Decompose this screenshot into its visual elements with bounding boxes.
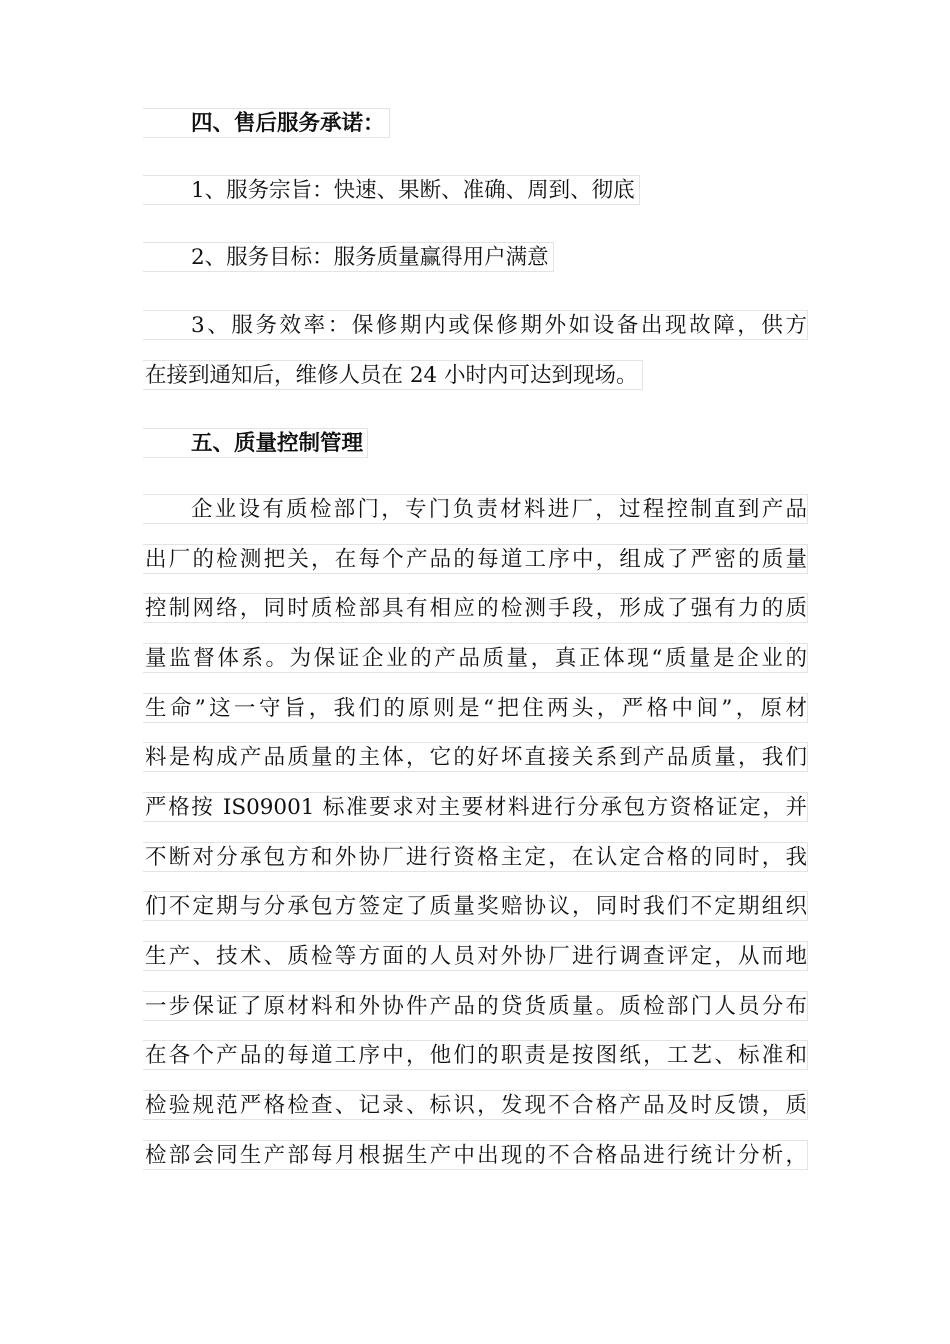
paragraph-line: 一步保证了原材料和外协件产品的贷货质量。质检部门人员分布	[143, 991, 808, 1021]
service-item-efficiency-cont: 在接到通知后，维修人员在 24 小时内可达到现场。	[143, 360, 643, 390]
paragraph-line: 控制网络，同时质检部具有相应的检测手段，形成了强有力的质	[143, 593, 808, 623]
paragraph-line: 检验规范严格检查、记录、标识，发现不合格产品及时反馈，质	[143, 1090, 808, 1120]
paragraph-line: 在各个产品的每道工序中，他们的职责是按图纸，工艺、标准和	[143, 1040, 808, 1070]
paragraph-line: 企业设有质检部门，专门负责材料进厂，过程控制直到产品	[143, 494, 808, 524]
paragraph-line: 生产、技术、质检等方面的人员对外协厂进行调查评定，从而地	[143, 941, 808, 971]
service-item-purpose: 1、服务宗旨：快速、果断、准确、周到、彻底	[143, 175, 640, 205]
paragraph-line: 生命”这一守旨，我们的原则是“把住两头，严格中间”，原材	[143, 693, 808, 723]
section-heading-after-sales: 四、售后服务承诺：	[143, 108, 390, 138]
service-item-goal: 2、服务目标：服务质量赢得用户满意	[143, 242, 554, 272]
paragraph-line: 检部会同生产部每月根据生产中出现的不合格品进行统计分析，	[143, 1140, 808, 1170]
paragraph-line: 不断对分承包方和外协厂进行资格主定，在认定合格的同时，我	[143, 842, 808, 872]
paragraph-line: 量监督体系。为保证企业的产品质量，真正体现“质量是企业的	[143, 643, 808, 673]
paragraph-line: 严格按 IS09001 标准要求对主要材料进行分承包方资格证定，并	[143, 792, 808, 822]
section-heading-quality-control: 五、质量控制管理	[143, 428, 368, 458]
paragraph-line: 料是构成产品质量的主体，它的好坏直接关系到产品质量，我们	[143, 742, 808, 772]
paragraph-line: 们不定期与分承包方签定了质量奖赔协议，同时我们不定期组织	[143, 891, 808, 921]
paragraph-line: 出厂的检测把关，在每个产品的每道工序中，组成了严密的质量	[143, 544, 808, 574]
service-item-efficiency: 3、服务效率：保修期内或保修期外如设备出现故障，供方	[143, 310, 808, 340]
